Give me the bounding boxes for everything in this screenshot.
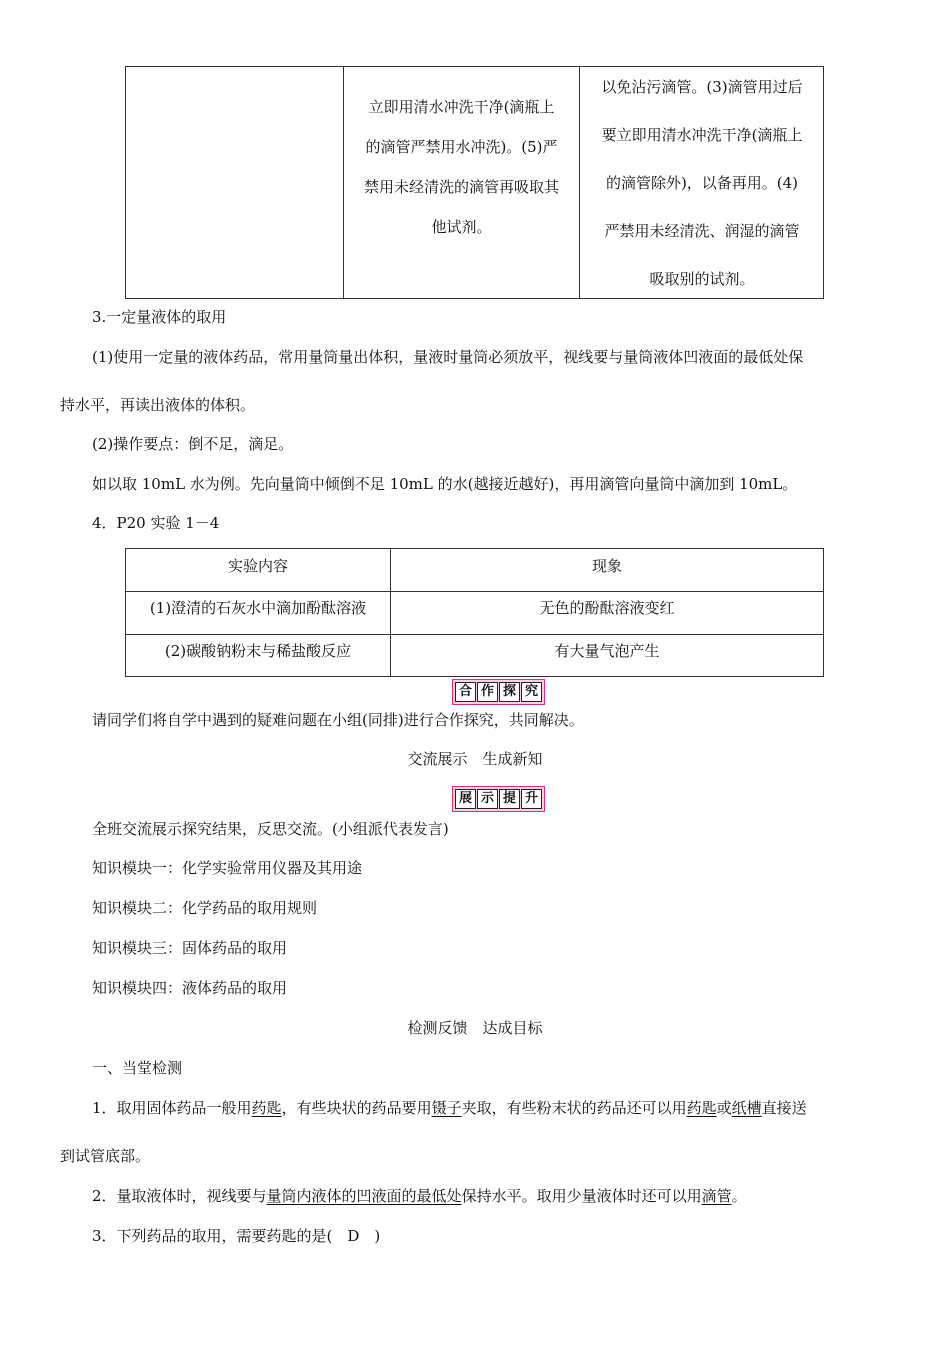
answer-blank: 滴管 — [701, 1187, 732, 1205]
paragraph: (2)操作要点：倒不足，滴足。 — [92, 435, 294, 453]
coop-badge — [452, 679, 545, 705]
knowledge-module: 知识模块四：液体药品的取用 — [92, 979, 288, 997]
top-table — [125, 66, 824, 299]
answer-blank: 量筒内液体的凹液面的最低处 — [266, 1187, 462, 1205]
table-header: 实验内容 — [227, 557, 288, 575]
cell-line: 立即用清水冲洗干净(滴瓶上 — [368, 98, 555, 116]
badge-char: 提 — [499, 789, 520, 809]
question-text: 或 — [716, 1099, 732, 1117]
table-cell: (1)澄清的石灰水中滴加酚酞溶液 — [149, 599, 367, 617]
knowledge-module: 知识模块一：化学实验常用仪器及其用途 — [92, 859, 363, 877]
present-badge — [452, 786, 545, 812]
question-2 — [92, 1186, 747, 1206]
question-text: 。 — [731, 1187, 747, 1205]
question-3: 3．下列药品的取用，需要药匙的是( D ) — [92, 1227, 381, 1245]
paragraph: 请同学们将自学中遇到的疑难问题在小组(同排)进行合作探究，共同解决。 — [92, 711, 584, 729]
cell-line: 吸取别的试剂。 — [649, 270, 755, 288]
table-cell: 无色的酚酞溶液变红 — [539, 599, 675, 617]
answer-blank: 镊子 — [431, 1099, 462, 1117]
table-divider — [126, 634, 823, 635]
question-1 — [92, 1098, 807, 1118]
question-text: 保持水平。取用少量液体时还可以用 — [461, 1187, 702, 1205]
paragraph: (1)使用一定量的液体药品，常用量筒量出体积，量液时量筒必须放平，视线要与量筒液体凹液面的最低处保 — [92, 348, 804, 366]
cell-line: 的滴管严禁用水冲洗)。(5)严 — [365, 138, 558, 156]
badge-char: 合 — [455, 682, 476, 702]
table-cell-col2 — [344, 87, 579, 247]
cell-line: 以免沾污滴管。(3)滴管用过后 — [601, 78, 803, 96]
badge-char: 作 — [477, 682, 498, 702]
table-cell: 有大量气泡产生 — [554, 642, 660, 660]
answer-blank: 纸槽 — [731, 1099, 762, 1117]
question-text: ，有些块状的药品要用 — [281, 1099, 432, 1117]
cell-line: 严禁用未经清洗、润湿的滴管 — [604, 222, 800, 240]
question-text: 直接送 — [761, 1099, 807, 1117]
paragraph: 如以取 10mL 水为例。先向量筒中倾倒不足 10mL 的水(越接近越好)，再用滴管向量筒中滴加到 10mL。 — [92, 475, 798, 493]
cell-line: 要立即用清水冲洗干净(滴瓶上 — [601, 126, 803, 144]
table-cell-col3 — [580, 63, 824, 303]
section-title: 检测反馈 达成目标 — [407, 1019, 543, 1037]
paragraph: 持水平，再读出液体的体积。 — [60, 396, 256, 414]
section-heading: 一、当堂检测 — [92, 1059, 183, 1077]
table-header: 现象 — [591, 557, 622, 575]
table-divider — [126, 591, 823, 592]
question-1-cont: 到试管底部。 — [60, 1147, 151, 1165]
badge-char: 探 — [499, 682, 520, 702]
experiment-table — [125, 548, 824, 677]
badge-char: 展 — [455, 789, 476, 809]
question-text: 1．取用固体药品一般用 — [92, 1099, 252, 1117]
cell-line: 禁用未经清洗的滴管再吸取其 — [363, 178, 559, 196]
section-title: 交流展示 生成新知 — [407, 750, 543, 768]
paragraph: 全班交流展示探究结果，反思交流。(小组派代表发言) — [92, 820, 449, 838]
badge-char: 升 — [521, 789, 542, 809]
answer-blank: 药匙 — [686, 1099, 717, 1117]
cell-line: 他试剂。 — [431, 218, 492, 236]
badge-char: 究 — [521, 682, 542, 702]
section-heading: 3.一定量液体的取用 — [92, 308, 227, 326]
question-text: 夹取，有些粉末状的药品还可以用 — [461, 1099, 687, 1117]
cell-line: 的滴管除外)，以备再用。(4) — [605, 174, 799, 192]
knowledge-module: 知识模块三：固体药品的取用 — [92, 939, 288, 957]
section-heading: 4．P20 实验 1－4 — [92, 514, 220, 532]
question-text: 2．量取液体时，视线要与 — [92, 1187, 267, 1205]
answer-blank: 药匙 — [251, 1099, 282, 1117]
badge-char: 示 — [477, 789, 498, 809]
knowledge-module: 知识模块二：化学药品的取用规则 — [92, 899, 318, 917]
table-cell: (2)碳酸钠粉末与稀盐酸反应 — [164, 642, 352, 660]
